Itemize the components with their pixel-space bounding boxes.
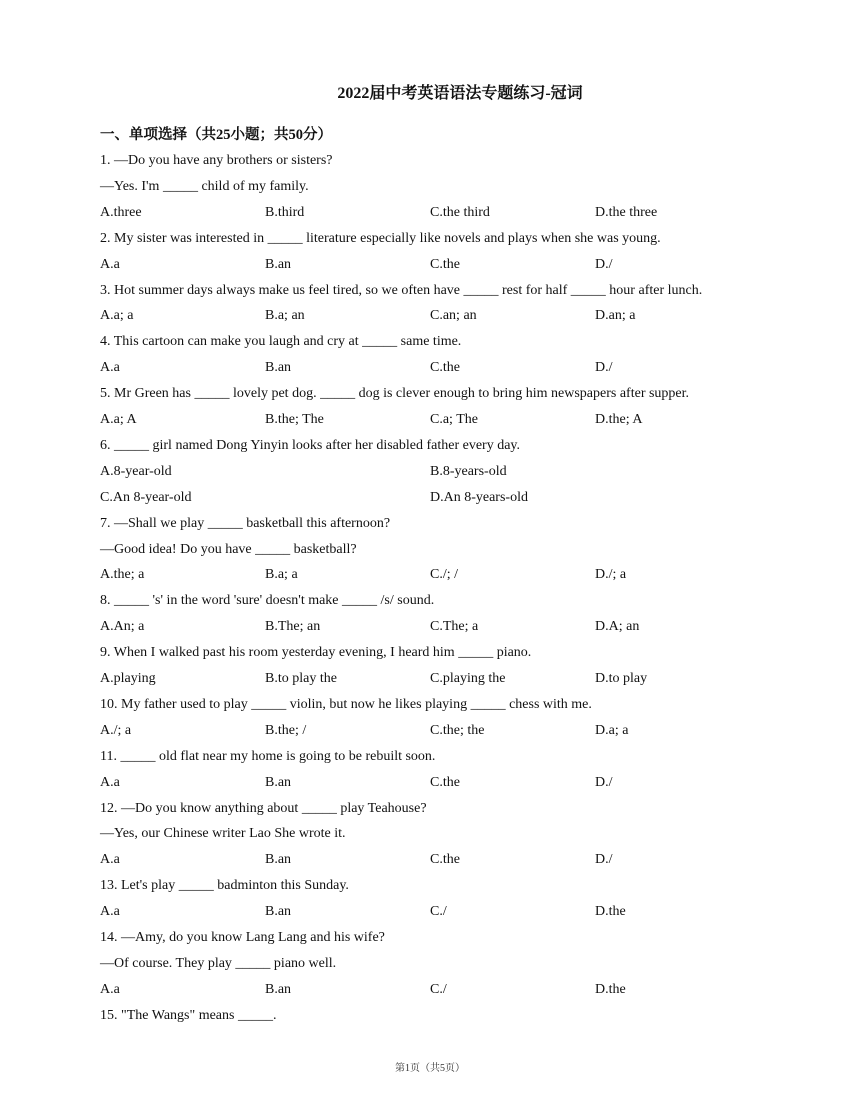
- answer-option: C.a; The: [430, 412, 478, 427]
- answer-option: B.the; /: [265, 722, 307, 738]
- answer-option: D.An 8-years-old: [430, 489, 528, 505]
- answer-option: B.The; an: [265, 619, 321, 635]
- answer-option: D.to play: [595, 671, 648, 686]
- answer-option: A./; a: [100, 722, 132, 738]
- answer-option: C.An 8-year-old: [100, 489, 192, 505]
- answer-option: D.A; an: [595, 619, 640, 635]
- question-text: 4. This cartoon can make you laugh and cry at _____ same time.: [100, 334, 462, 350]
- answer-option: B.an: [265, 852, 292, 868]
- answer-option: A.An; a: [100, 619, 145, 635]
- question-text: 1. —Do you have any brothers or sisters?: [100, 153, 333, 168]
- answer-option: B.an: [265, 904, 292, 920]
- answer-option: A.a: [100, 774, 120, 790]
- question-text: 13. Let's play _____ badminton this Sunday.: [100, 878, 349, 894]
- answer-option: A.8-year-old: [100, 463, 172, 479]
- answer-option: D./: [595, 852, 613, 868]
- answer-option: B.a; a: [265, 567, 298, 583]
- answer-option: A.a: [100, 852, 120, 868]
- answer-option: C.The; a: [430, 619, 479, 635]
- answer-option: B.an: [265, 360, 292, 376]
- answer-option: D.the; A: [595, 412, 643, 427]
- question-text: 9. When I walked past his room yesterday evening, I heard him _____ piano.: [100, 645, 532, 661]
- answer-option: C./: [430, 981, 447, 997]
- answer-option: A.playing: [100, 671, 156, 686]
- question-text: 5. Mr Green has _____ lovely pet dog. _____ dog is clever enough to bring him newspapers after supper.: [100, 386, 690, 402]
- question-text: —Yes, our Chinese writer Lao She wrote it.: [100, 826, 346, 842]
- answer-option: D.the three: [595, 204, 658, 220]
- section-heading: 一、单项选择（共25小题；共50分）: [100, 127, 332, 143]
- answer-option: C.the third: [430, 204, 490, 220]
- answer-option: C.playing the: [430, 671, 506, 686]
- answer-option: B.to play the: [265, 671, 337, 686]
- answer-option: B.8-years-old: [430, 463, 507, 479]
- answer-option: C.the: [430, 360, 460, 376]
- answer-option: A.a; a: [100, 308, 134, 324]
- question-text: 12. —Do you know anything about _____ play Teahouse?: [100, 800, 427, 816]
- question-text: 11. _____ old flat near my home is going to be rebuilt soon.: [100, 748, 436, 764]
- answer-option: C.the: [430, 256, 460, 272]
- answer-option: A.a; A: [100, 412, 137, 427]
- answer-option: B.an: [265, 774, 292, 790]
- question-text: 6. _____ girl named Dong Yinyin looks after her disabled father every day.: [100, 437, 521, 453]
- answer-option: B.the; The: [265, 412, 324, 427]
- answer-option: C.the; the: [430, 722, 485, 738]
- question-text: —Good idea! Do you have _____ basketball?: [100, 541, 357, 557]
- question-text: 3. Hot summer days always make us feel tired, so we often have _____ rest for half _____ hour after lunch.: [100, 282, 703, 298]
- answer-option: B.an: [265, 981, 292, 997]
- answer-option: A.a: [100, 256, 120, 272]
- question-text: —Of course. They play _____ piano well.: [100, 955, 337, 971]
- answer-option: B.third: [265, 204, 305, 220]
- answer-option: D./; a: [595, 567, 627, 583]
- answer-option: D.a; a: [595, 722, 629, 738]
- question-text: 2. My sister was interested in _____ literature especially like novels and plays when she was young.: [100, 230, 661, 246]
- answer-option: A.the; a: [100, 567, 145, 583]
- question-text: 15. "The Wangs" means _____.: [100, 1007, 277, 1023]
- answer-option: D.an; a: [595, 308, 636, 324]
- answer-option: D./: [595, 256, 613, 272]
- answer-option: C.the: [430, 852, 460, 868]
- answer-option: C.an; an: [430, 308, 477, 324]
- page-title: 2022届中考英语语法专题练习-冠词: [337, 85, 583, 102]
- answer-option: D.the: [595, 904, 626, 920]
- answer-option: C./: [430, 904, 447, 920]
- answer-option: A.a: [100, 981, 120, 997]
- question-text: 7. —Shall we play _____ basketball this afternoon?: [100, 515, 391, 531]
- answer-option: A.a: [100, 360, 120, 376]
- question-text: 10. My father used to play _____ violin, but now he likes playing _____ chess with me.: [100, 696, 592, 712]
- answer-option: A.a: [100, 904, 120, 920]
- question-text: 14. —Amy, do you know Lang Lang and his wife?: [100, 930, 385, 945]
- answer-option: D./: [595, 360, 613, 376]
- question-text: 8. _____ 's' in the word 'sure' doesn't make _____ /s/ sound.: [100, 593, 435, 609]
- answer-option: A.three: [100, 204, 142, 220]
- answer-option: C.the: [430, 774, 460, 790]
- answer-option: D.the: [595, 981, 626, 997]
- answer-option: D./: [595, 774, 613, 790]
- page-footer: 第1页（共5页）: [395, 1063, 465, 1074]
- question-text: —Yes. I'm _____ child of my family.: [100, 178, 309, 194]
- answer-option: C./; /: [430, 567, 459, 583]
- answer-option: B.an: [265, 256, 292, 272]
- answer-option: B.a; an: [265, 308, 305, 324]
